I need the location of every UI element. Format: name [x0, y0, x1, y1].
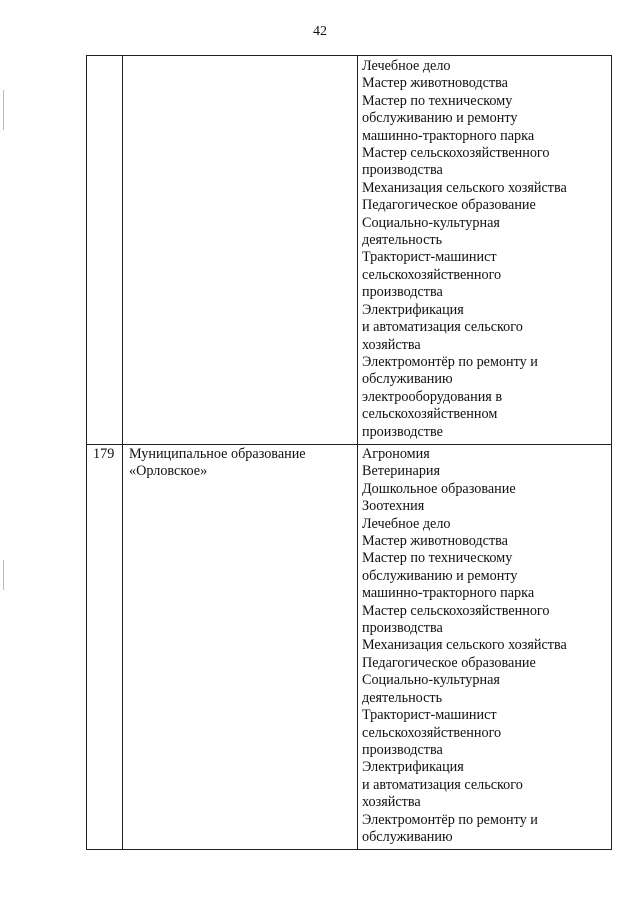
specialty-line: Механизация сельского хозяйства [362, 637, 567, 654]
specialty-line: Зоотехния [362, 498, 425, 515]
specialty-line: хозяйства [362, 336, 421, 353]
municipality-name-line: Муниципальное образование [129, 446, 306, 462]
specialty-line: машинно-тракторного парка [362, 585, 535, 602]
specialty-line: Дошкольное образование [362, 480, 516, 497]
specialty-line: Тракторист-машинист [362, 707, 497, 724]
specialty-line: Электрификация [362, 759, 464, 776]
specialty-line: сельскохозяйственном [362, 406, 498, 423]
specialty-line: Социально-культурная [362, 672, 500, 689]
specialty-line: обслуживанию [362, 371, 453, 388]
specialty-line: Мастер по техническому [362, 92, 513, 109]
specialty-line: Механизация сельского хозяйства [362, 179, 567, 196]
specialty-line: Мастер животноводства [362, 75, 508, 92]
row-number-cell [87, 56, 123, 445]
specialty-line: Мастер по техническому [362, 550, 513, 567]
municipality-cell [123, 56, 358, 445]
specialty-line: производства [362, 162, 443, 179]
specialty-line: сельскохозяйственного [362, 266, 502, 283]
specialty-line: Тракторист-машинист [362, 249, 497, 266]
specialty-line: производстве [362, 423, 443, 440]
table-row [87, 445, 612, 850]
specialty-line: производства [362, 620, 443, 637]
specialty-line: Мастер сельскохозяйственного [362, 602, 550, 619]
table-row [87, 56, 612, 445]
specialty-line: электрооборудования в [362, 388, 503, 405]
specialty-line: хозяйства [362, 794, 421, 811]
specialty-line: Агрономия [362, 446, 430, 462]
specialty-line: сельскохозяйственного [362, 724, 502, 741]
specialty-line: деятельность [362, 689, 443, 706]
document-table [86, 55, 612, 850]
specialty-line: Лечебное дело [362, 58, 451, 74]
specialty-line: Электромонтёр по ремонту и [362, 353, 538, 370]
specialty-line: машинно-тракторного парка [362, 127, 535, 144]
specialty-line: Электрификация [362, 301, 464, 318]
row-number-cell [87, 445, 123, 850]
municipality-name-line: «Орловское» [129, 463, 208, 480]
specialty-line: Лечебное дело [362, 515, 451, 532]
specialty-line: и автоматизация сельского [362, 776, 523, 793]
scan-edge-mark [3, 560, 4, 590]
specialty-line: Социально-культурная [362, 214, 500, 231]
specialty-line: Педагогическое образование [362, 197, 536, 214]
municipality-cell [123, 445, 358, 850]
page-number: 42 [313, 24, 327, 39]
specialty-line: производства [362, 284, 443, 301]
specialties-cell [358, 56, 612, 445]
specialties-cell [358, 445, 612, 850]
specialty-line: обслуживанию и ремонту [362, 567, 518, 584]
specialty-line: Электромонтёр по ремонту и [362, 811, 538, 828]
specialty-line: и автоматизация сельского [362, 319, 523, 336]
specialty-line: Мастер сельскохозяйственного [362, 145, 550, 162]
specialty-line: обслуживанию и ремонту [362, 110, 518, 127]
scan-edge-mark [3, 90, 4, 130]
specialty-line: Ветеринария [362, 463, 441, 480]
specialty-line: производства [362, 741, 443, 758]
row-number: 179 [93, 446, 115, 462]
specialty-line: Мастер животноводства [362, 533, 508, 550]
specialty-line: Педагогическое образование [362, 654, 536, 671]
specialty-line: обслуживанию [362, 828, 453, 845]
specialty-line: деятельность [362, 232, 443, 249]
